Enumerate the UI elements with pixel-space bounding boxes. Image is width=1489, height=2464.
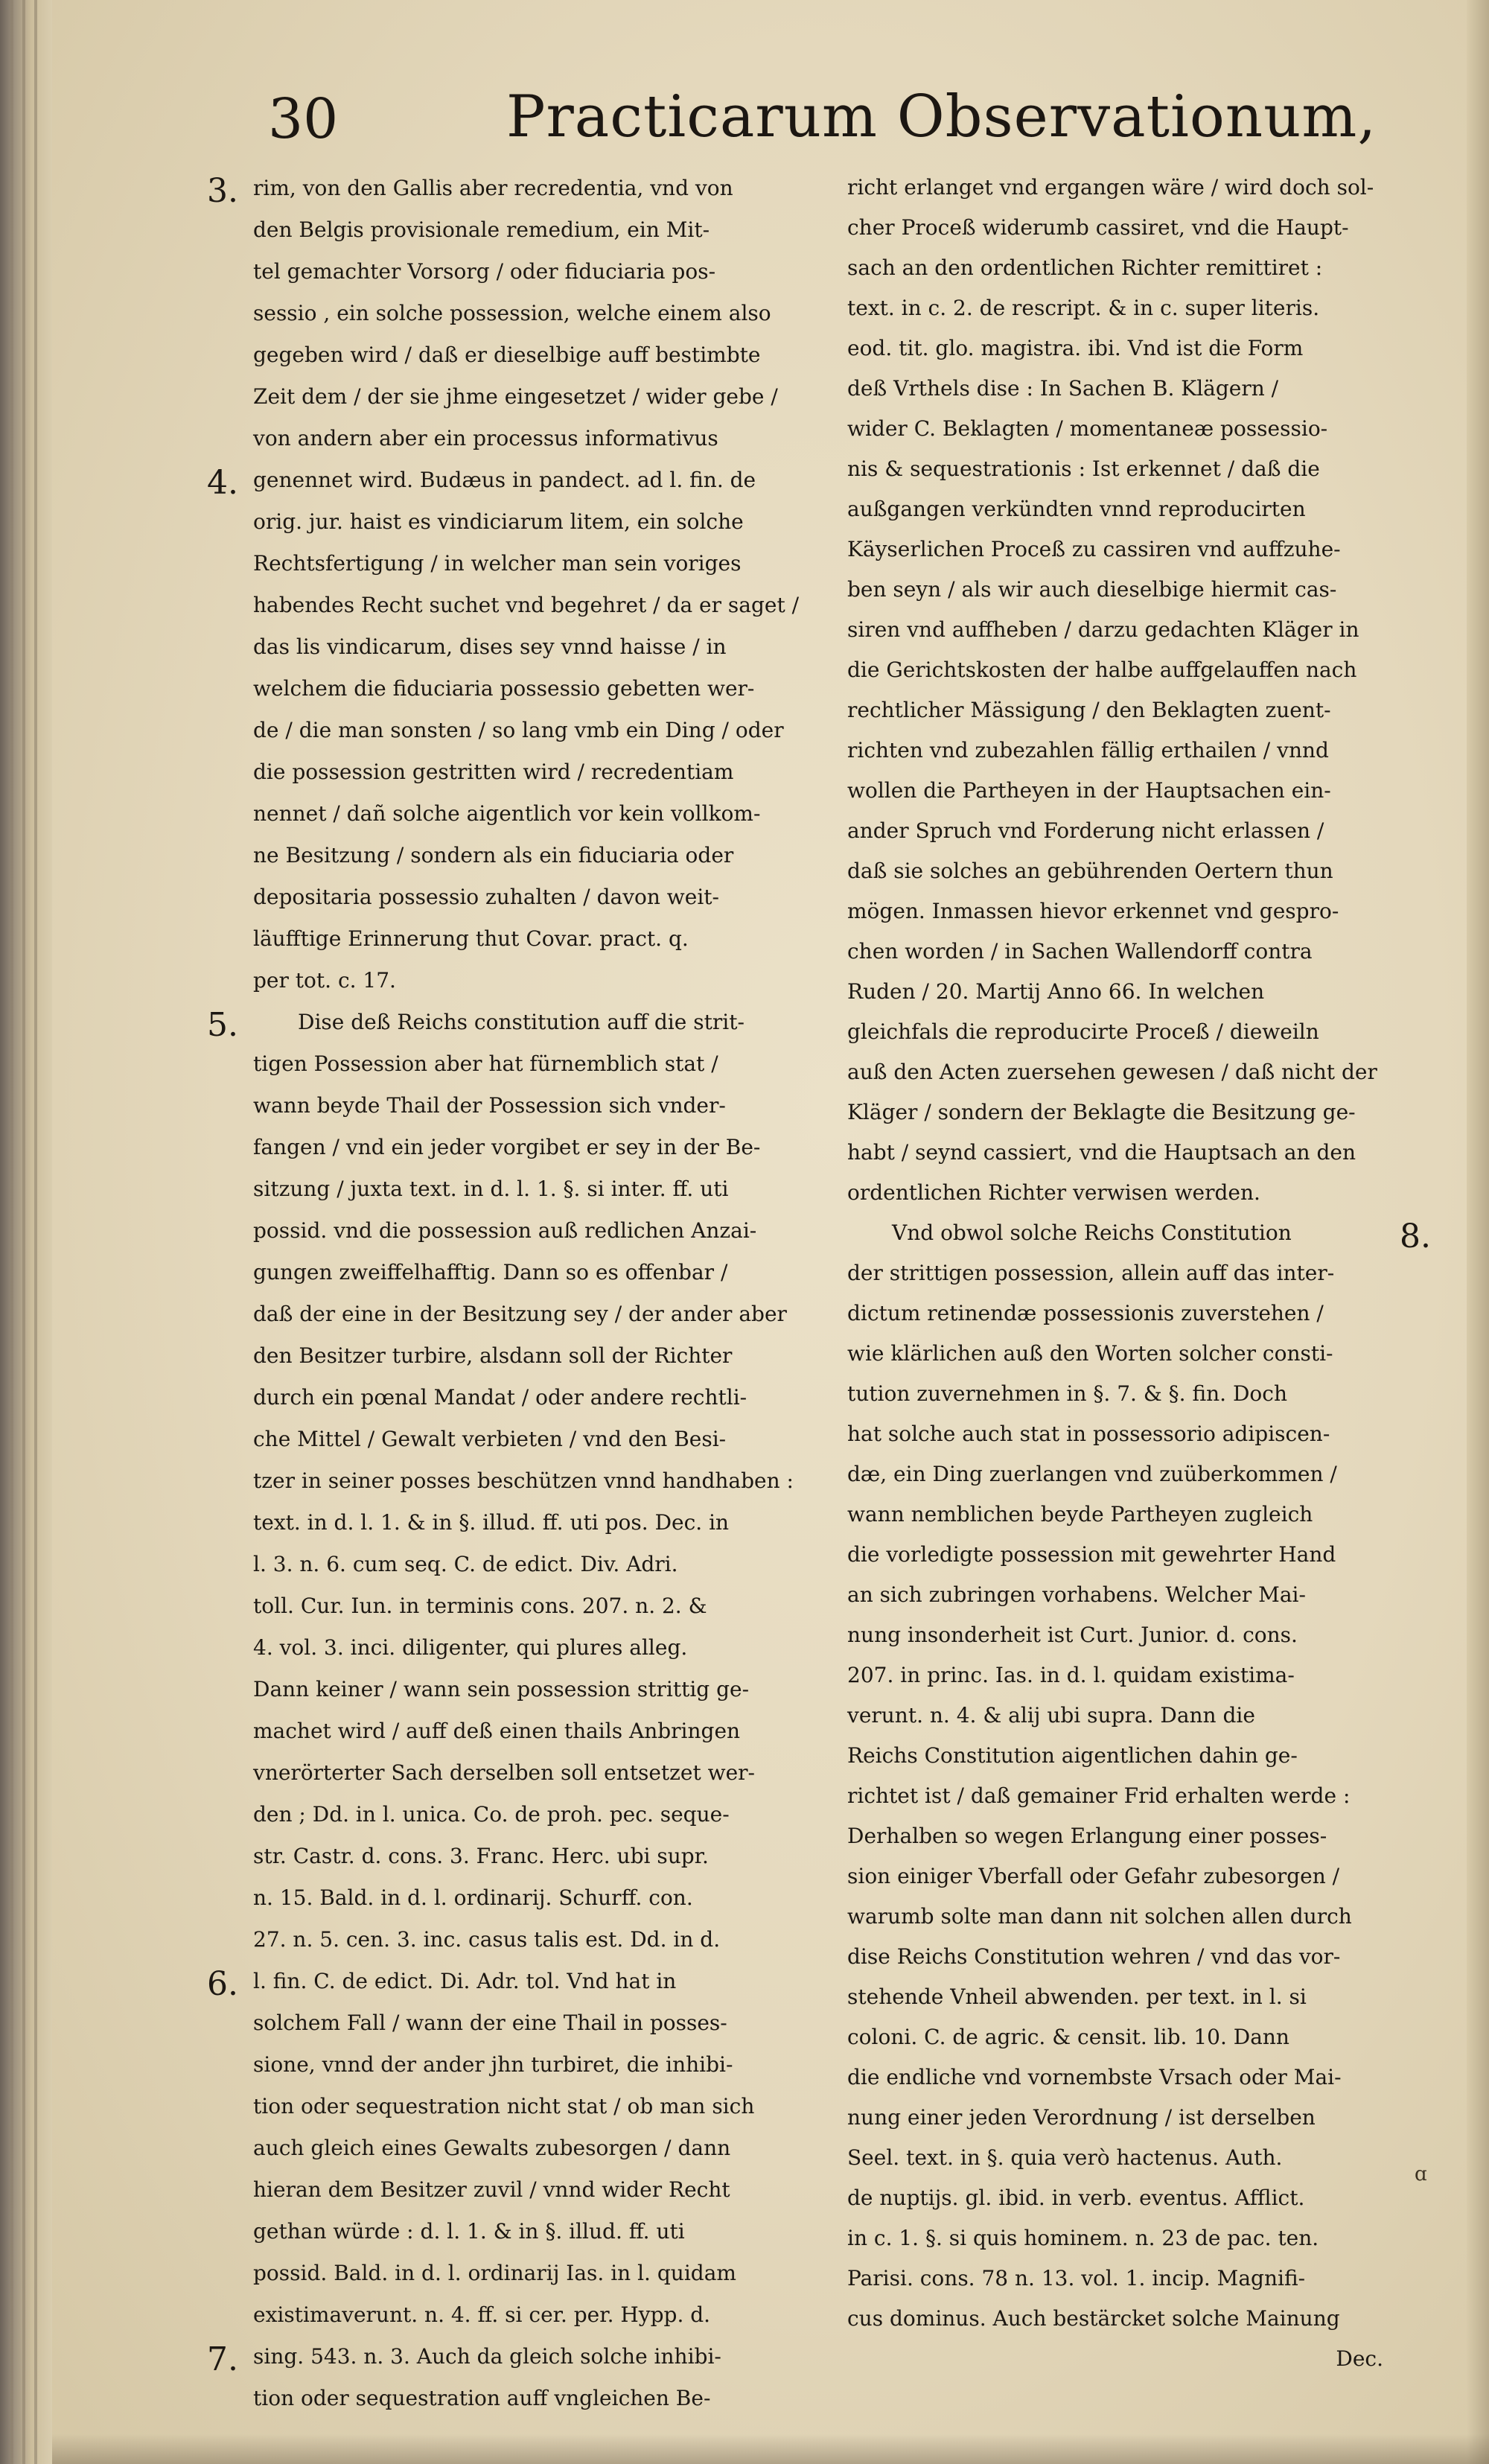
text-line: sion einiger Vberfall oder Gefahr zubesorgen / <box>847 1864 1340 1888</box>
text-line: Derhalben so wegen Erlangung einer posses- <box>847 1824 1327 1848</box>
text-line: welchem die fiduciaria possessio gebetten wer- <box>253 676 755 701</box>
text-line: rechtlicher Mässigung / den Beklagten zuent- <box>847 698 1331 722</box>
text-line: das lis vindicarum, dises sey vnnd haisse / in <box>253 634 727 659</box>
text-line: machet wird / auff deß einen thails Anbringen <box>253 1719 741 1743</box>
text-line: nung einer jeden Verordnung / ist derselben <box>847 2105 1316 2130</box>
text-line: sitzung / juxta text. in d. l. 1. §. si inter. ff. uti <box>253 1177 729 1201</box>
text-line: nennet / dañ solche aigentlich vor kein vollkom- <box>253 801 761 826</box>
margin-number: 4. <box>207 464 238 502</box>
text-line: Käyserlichen Proceß zu cassiren vnd auffzuhe- <box>847 537 1341 561</box>
text-line: tel gemachter Vorsorg / oder fiduciaria pos- <box>253 259 716 284</box>
text-line: Reichs Constitution aigentlichen dahin ge- <box>847 1743 1298 1768</box>
right-text-column <box>847 168 1383 2379</box>
text-line: fangen / vnd ein jeder vorgibet er sey in der Be- <box>253 1135 761 1159</box>
margin-number: 5. <box>207 1006 238 1044</box>
text-line: wann beyde Thail der Possession sich vnder- <box>253 1093 726 1118</box>
catchword: Dec. <box>1336 2346 1383 2371</box>
text-line: 4. vol. 3. inci. diligenter, qui plures alleg. <box>253 1635 688 1660</box>
text-line: genennet wird. Budæus in pandect. ad l. fin. de <box>253 468 756 492</box>
text-line: warumb solte man dann nit solchen allen durch <box>847 1904 1352 1929</box>
text-line: tion oder sequestration auff vngleichen Be- <box>253 2386 711 2410</box>
text-line: tution zuvernehmen in §. 7. & §. fin. Doch <box>847 1381 1287 1406</box>
text-line: die Gerichtskosten der halbe auffgelauffen nach <box>847 658 1357 682</box>
text-line: existimaverunt. n. 4. ff. si cer. per. Hypp. d. <box>253 2302 711 2327</box>
text-line: Ruden / 20. Martij Anno 66. In welchen <box>847 979 1265 1004</box>
text-line: mögen. Inmassen hievor erkennet vnd gespro- <box>847 899 1339 923</box>
page-edge-line <box>34 0 37 2464</box>
text-line: hat solche auch stat in possessorio adipiscen- <box>847 1422 1330 1446</box>
text-line: von andern aber ein processus informativus <box>253 426 718 451</box>
text-line: deß Vrthels dise : In Sachen B. Klägern / <box>847 376 1279 401</box>
text-line: text. in d. l. 1. & in §. illud. ff. uti pos. Dec. in <box>253 1510 730 1535</box>
text-line: nung insonderheit ist Curt. Junior. d. cons. <box>847 1623 1298 1647</box>
text-line: per tot. c. 17. <box>253 968 396 993</box>
text-line: sach an den ordentlichen Richter remittiret : <box>847 255 1323 280</box>
text-line: gleichfals die reproducirte Proceß / dieweiln <box>847 1019 1319 1044</box>
text-line: richtet ist / daß gemainer Frid erhalten werde : <box>847 1783 1351 1808</box>
text-line: possid. Bald. in d. l. ordinarij Ias. in l. quidam <box>253 2261 736 2285</box>
text-line: dæ, ein Ding zuerlangen vnd zuüberkommen / <box>847 1462 1337 1486</box>
margin-number: 6. <box>207 1965 238 2003</box>
text-line: verunt. n. 4. & alij ubi supra. Dann die <box>847 1703 1255 1728</box>
text-line: die vorledigte possession mit gewehrter Hand <box>847 1542 1336 1567</box>
text-line: den Besitzer turbire, alsdann soll der Richter <box>253 1343 733 1368</box>
running-head: Practicarum Observationum, <box>506 83 1377 150</box>
text-line: toll. Cur. Iun. in terminis cons. 207. n. 2. & <box>253 1594 707 1618</box>
text-line: habt / seynd cassiert, vnd die Hauptsach an den <box>847 1140 1356 1165</box>
text-line: Seel. text. in §. quia verò hactenus. Auth. <box>847 2145 1283 2170</box>
text-line: wider C. Beklagten / momentaneæ possessio- <box>847 416 1328 441</box>
text-line: coloni. C. de agric. & censit. lib. 10. Dann <box>847 2025 1289 2049</box>
text-line: außgangen verkündten vnnd reproducirten <box>847 497 1306 521</box>
text-line: dise Reichs Constitution wehren / vnd das vor- <box>847 1944 1341 1969</box>
text-line: gungen zweiffelhafftig. Dann so es offenbar / <box>253 1260 728 1284</box>
text-line: daß der eine in der Besitzung sey / der ander aber <box>253 1302 787 1326</box>
text-line: rim, von den Gallis aber recredentia, vnd von <box>253 176 733 200</box>
margin-number: 8. <box>1400 1217 1431 1255</box>
text-line: gegeben wird / daß er dieselbige auff bestimbte <box>253 343 761 367</box>
left-text-column <box>253 168 812 2419</box>
text-line: Parisi. cons. 78 n. 13. vol. 1. incip. Magnifi- <box>847 2266 1306 2290</box>
text-line: der strittigen possession, allein auff das inter- <box>847 1261 1335 1285</box>
text-line: tigen Possession aber hat fürnemblich stat / <box>253 1051 718 1076</box>
text-line: 207. in princ. Ias. in d. l. quidam existima- <box>847 1663 1295 1687</box>
page-number: 30 <box>268 87 339 151</box>
text-line: richten vnd zubezahlen fällig erthailen / vnnd <box>847 738 1329 763</box>
text-line: den ; Dd. in l. unica. Co. de proh. pec. seque- <box>253 1802 730 1827</box>
binding-gutter <box>0 0 52 2464</box>
margin-number: 3. <box>207 172 238 210</box>
text-line: auch gleich eines Gewalts zubesorgen / dann <box>253 2136 731 2160</box>
text-line: de nuptijs. gl. ibid. in verb. eventus. Afflict. <box>847 2186 1305 2210</box>
text-line: tion oder sequestration nicht stat / ob man sich <box>253 2094 755 2118</box>
text-line: Kläger / sondern der Beklagte die Besitzung ge- <box>847 1100 1356 1124</box>
text-line: str. Castr. d. cons. 3. Franc. Herc. ubi supr. <box>253 1844 709 1868</box>
text-line: läufftige Erinnerung thut Covar. pract. q. <box>253 926 689 951</box>
text-line: solchem Fall / wann der eine Thail in posses- <box>253 2011 727 2035</box>
text-line: daß sie solches an gebührenden Oertern thun <box>847 859 1333 883</box>
text-line: chen worden / in Sachen Wallendorff contra <box>847 939 1313 964</box>
text-line: cus dominus. Auch bestärcket solche Mainung <box>847 2306 1340 2331</box>
text-line: den Belgis provisionale remedium, ein Mit- <box>253 217 710 242</box>
text-line: cher Proceß widerumb cassiret, vnd die Haupt- <box>847 215 1349 240</box>
page-fore-edge <box>1467 0 1489 2464</box>
text-line: ne Besitzung / sondern als ein fiduciaria oder <box>253 843 734 868</box>
text-line: Vnd obwol solche Reichs Constitution <box>892 1220 1292 1245</box>
text-line: 27. n. 5. cen. 3. inc. casus talis est. Dd. in d. <box>253 1927 721 1952</box>
text-line: siren vnd auffheben / darzu gedachten Kläger in <box>847 617 1359 642</box>
text-line: Dann keiner / wann sein possession strittig ge- <box>253 1677 750 1701</box>
text-line: sing. 543. n. 3. Auch da gleich solche inhibi- <box>253 2344 721 2369</box>
text-line: wann nemblichen beyde Partheyen zugleich <box>847 1502 1313 1527</box>
text-line: auß den Acten zuersehen gewesen / daß nicht der <box>847 1060 1377 1084</box>
text-line: l. 3. n. 6. cum seq. C. de edict. Div. Adri. <box>253 1552 678 1576</box>
text-line: Rechtsfertigung / in welcher man sein voriges <box>253 551 742 576</box>
text-line: Dise deß Reichs constitution auff die strit- <box>298 1010 744 1034</box>
text-line: sessio , ein solche possession, welche einem also <box>253 301 771 325</box>
text-line: ben seyn / als wir auch dieselbige hiermit cas- <box>847 577 1337 602</box>
text-line: nis & sequestrationis : Ist erkennet / daß die <box>847 456 1320 481</box>
text-line: gethan würde : d. l. 1. & in §. illud. ff. uti <box>253 2219 685 2244</box>
text-line: habendes Recht suchet vnd begehret / da er saget / <box>253 593 800 617</box>
text-line: die endliche vnd vornembste Vrsach oder Mai- <box>847 2065 1342 2089</box>
text-line: dictum retinendæ possessionis zuverstehen / <box>847 1301 1324 1325</box>
text-line: Zeit dem / der sie jhme eingesetzet / wider gebe / <box>253 384 778 409</box>
text-line: de / die man sonsten / so lang vmb ein Ding / oder <box>253 718 784 742</box>
text-line: stehende Vnheil abwenden. per text. in l. si <box>847 1984 1307 2009</box>
text-line: orig. jur. haist es vindiciarum litem, ein solche <box>253 509 744 534</box>
text-line: l. fin. C. de edict. Di. Adr. tol. Vnd hat in <box>253 1969 677 1993</box>
text-line: hieran dem Besitzer zuvil / vnnd wider Recht <box>253 2177 730 2202</box>
page-edge-line <box>10 0 13 2464</box>
text-line: sione, vnnd der ander jhn turbiret, die inhibi- <box>253 2052 733 2077</box>
text-line: depositaria possessio zuhalten / davon weit- <box>253 885 720 909</box>
page-bottom-shadow <box>52 2434 1489 2464</box>
text-line: wollen die Partheyen in der Hauptsachen ein- <box>847 778 1331 803</box>
text-line: die possession gestritten wird / recredentiam <box>253 760 734 784</box>
text-line: n. 15. Bald. in d. l. ordinarij. Schurff. con. <box>253 1885 693 1910</box>
text-line: eod. tit. glo. magistra. ibi. Vnd ist die Form <box>847 336 1304 360</box>
text-line: che Mittel / Gewalt verbieten / vnd den Besi- <box>253 1427 727 1451</box>
text-line: richt erlanget vnd ergangen wäre / wird doch sol- <box>847 175 1374 200</box>
text-line: ordentlichen Richter verwisen werden. <box>847 1180 1260 1205</box>
margin-mark: ɑ <box>1415 2163 1427 2186</box>
text-line: text. in c. 2. de rescript. & in c. super literis. <box>847 296 1320 320</box>
text-line: ander Spruch vnd Forderung nicht erlassen / <box>847 818 1324 843</box>
text-line: in c. 1. §. si quis hominem. n. 23 de pac. ten. <box>847 2226 1319 2250</box>
text-line: vnerörterter Sach derselben soll entsetzet wer- <box>253 1760 755 1785</box>
text-line: possid. vnd die possession auß redlichen Anzai- <box>253 1218 757 1243</box>
text-line: an sich zubringen vorhabens. Welcher Mai- <box>847 1582 1306 1607</box>
text-line: tzer in seiner posses beschützen vnnd handhaben : <box>253 1468 794 1493</box>
margin-number: 7. <box>207 2340 238 2378</box>
text-line: wie klärlichen auß den Worten solcher consti- <box>847 1341 1333 1366</box>
text-line: durch ein pœnal Mandat / oder andere rechtli- <box>253 1385 747 1410</box>
page-edge-line <box>22 0 25 2464</box>
